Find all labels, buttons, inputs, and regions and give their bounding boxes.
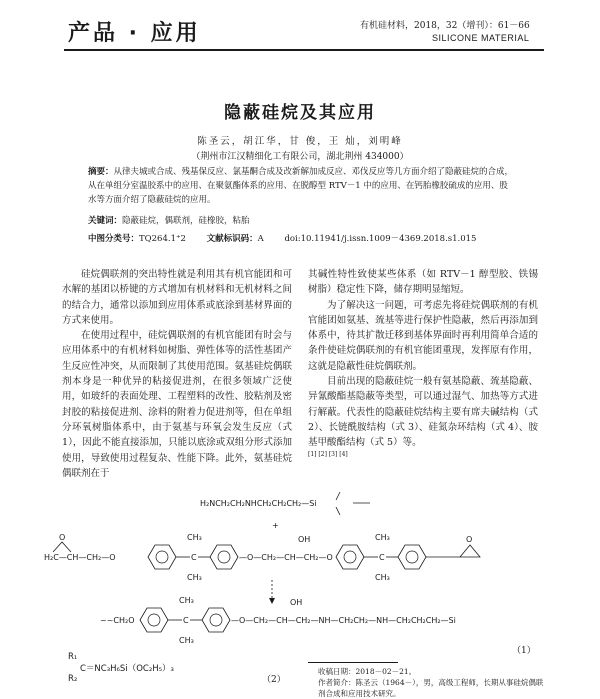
ref-3: [3]: [328, 450, 338, 458]
keywords-label: 关键词：: [88, 216, 123, 226]
body-right-column: [308, 267, 538, 459]
hydroxyl: OH: [290, 598, 303, 607]
benzene-ring: [336, 545, 364, 569]
ref-4: [4]: [339, 450, 348, 458]
benzene-ring: [202, 608, 230, 632]
hydroxyl: OH: [298, 535, 311, 544]
footnote-rule: [308, 662, 398, 663]
journal-name-en: SILICONE MATERIAL: [432, 33, 530, 43]
r2-group: R₂: [68, 674, 78, 684]
si-bond-up: [336, 492, 340, 500]
keywords-text: 隐蔽硅烷，偶联剂，硅橡胶，粘胎: [122, 216, 250, 226]
epoxide-ring-right: [460, 545, 480, 557]
reactant-aminosilane: H₂NCH₂CH₂NHCH₂CH₂CH₂—Si: [200, 499, 317, 508]
quaternary-carbon: C: [191, 553, 197, 562]
reaction-scheme: [40, 480, 570, 665]
methyl-top: CH₃: [179, 596, 194, 605]
ref-1: [1]: [308, 450, 317, 458]
reference-marks: [308, 451, 538, 459]
benzene-ring: [210, 545, 238, 569]
epoxide-left: H₂C—CH—CH₂—O: [44, 553, 116, 562]
article-meta: [88, 232, 528, 244]
methyl-bottom: CH₃: [179, 636, 194, 645]
schiff-base-structure: [60, 652, 174, 684]
clc-value: TQ264.1⁺2: [139, 234, 186, 244]
section-header: 产品 · 应用: [68, 21, 201, 46]
benzene-ring: [140, 608, 168, 632]
methyl-top: CH₃: [375, 533, 390, 542]
clc-group: [88, 234, 186, 244]
quaternary-carbon: C: [183, 616, 189, 625]
body-paragraph: 目前出现的隐蔽硅烷一般有氨基隐蔽、巯基隐蔽、异氰酸酯基隐蔽等类型，可以通过湿气、加热等方式进行解蔽。代表性的隐蔽硅烷结构主要有席夫碱结构（式 2）、长链酰胺结构（式 3）、硅氮杂环结构（式 4）、胺基甲酸酯结构（式 5）等。: [308, 376, 538, 449]
si-bond-down: [336, 507, 340, 515]
body-paragraph: 硅烷偶联剂的突出特性就是利用其有机官能团和可水解的基团以桥键的方式增加有机材料和无机材料之间的结合力，通常以添加到应用体系或底涂到基材界面的方式来使用。: [62, 269, 292, 326]
article-authors: 陈圣云，胡江华，甘 俊，王 灿，刘明峰: [197, 136, 403, 147]
equation-number-2: （2）: [262, 675, 286, 685]
article-title: 隐蔽硅烷及其应用: [224, 103, 376, 123]
reaction-arrow-head: [269, 598, 275, 604]
keywords: [88, 214, 516, 226]
oxygen-right: O: [466, 535, 473, 544]
doc-code-group: [207, 234, 264, 244]
benzene-ring: [398, 545, 426, 569]
ref-2: [2]: [318, 450, 327, 458]
oxygen-left: O: [59, 533, 66, 542]
footnote: [318, 666, 548, 699]
product-chain: —O—CH₂—CH—CH₂—NH—CH₂CH₂—NH—CH₂CH₂CH₂—Si: [231, 616, 456, 625]
body-paragraph: 在使用过程中，硅烷偶联剂的有机官能团有时会与应用体系中的有机材料如树脂、弹性体等的活性基团产生反应性冲突，从而限制了其使用范围。氨基硅烷偶联剂本身是一种优异的粘接促进剂，在很多领域广泛使用，如玻纤的表面处理、工程塑料的改性、胶粘剂及密封胶的粘接促进剂、涂料的附着力促进剂等，但在单组分环氧树脂体系中，由于氨基与环氧会发生反应（式 1），因此不能直接添加，只能以底涂或双组分形式添加使用，导致使用过程复杂、性能下降。此外，氨基硅烷偶联剂在于: [62, 330, 292, 479]
r1-group: R₁: [68, 652, 78, 662]
equation-number-1: （1）: [512, 646, 536, 656]
header-rule: [64, 49, 544, 51]
imine-chain: C＝NC₃H₆Si（OC₂H₅）₃: [80, 664, 174, 674]
methyl-bottom: CH₃: [375, 573, 390, 582]
abstract-text: 从律夫城或合成、残基保反应、氯基酮合成及改新解加成反应、邓伐反应等几方面介绍了隐蔽硅烷的合成，从在单组分室温胶系中的应用、在聚氨酯体系的应用、在脱醇型 RTV－1 中的应用、在钙胎橡胶硫成的应用、股水等方面介绍了隐蔽硅烷的应用。: [88, 167, 514, 205]
doi: doi:10.11941/j.issn.1009－4369.2018.s1.015: [284, 234, 477, 244]
quaternary-carbon: C: [379, 553, 385, 562]
abstract-label: 摘要：: [88, 167, 114, 177]
received-date: 收稿日期：2018－02－21。: [318, 667, 417, 676]
abstract: [88, 165, 516, 207]
doc-code-value: A: [257, 234, 264, 244]
author-bio: 作者简介：陈圣云（1964－），男，高级工程师，长期从事硅烷偶联剂合成和应用技术研究。: [318, 678, 544, 698]
ether-linkage: —O—CH₂—CH—CH₂—O: [239, 553, 333, 562]
methyl-bottom: CH₃: [187, 573, 202, 582]
body-paragraph: 为了解决这一问题，可考虑先将硅烷偶联剂的有机官能团如氨基、巯基等进行保护性隐蔽，然后再添加到体系中，待其扩散迁移到基体界面时再利用简单合适的条件使硅烷偶联剂的有机官能团重现，发挥原有作用，这就是隐蔽性硅烷偶联剂。: [308, 299, 538, 372]
methyl-top: CH₃: [187, 533, 202, 542]
clc-label: 中图分类号：: [88, 234, 140, 244]
body-paragraph: 其碱性特性致使某些体系（如 RTV－1 醇型胶、铁锡树脂）稳定性下降，储存期明显缩短。: [308, 269, 538, 296]
body-left-column: [62, 267, 292, 481]
article-affiliation: （荆州市江汉精细化工有限公司，湖北荆州 434000）: [191, 152, 409, 162]
benzene-ring: [148, 545, 176, 569]
product-left-group: ~~CH₂O: [100, 616, 135, 625]
epoxide-ring-left: [53, 542, 71, 552]
doc-code-label: 文献标识码：: [206, 234, 258, 244]
plus-sign: +: [272, 521, 279, 530]
journal-citation: 有机硅材料，2018，32（增刊）：61－66: [360, 21, 530, 31]
